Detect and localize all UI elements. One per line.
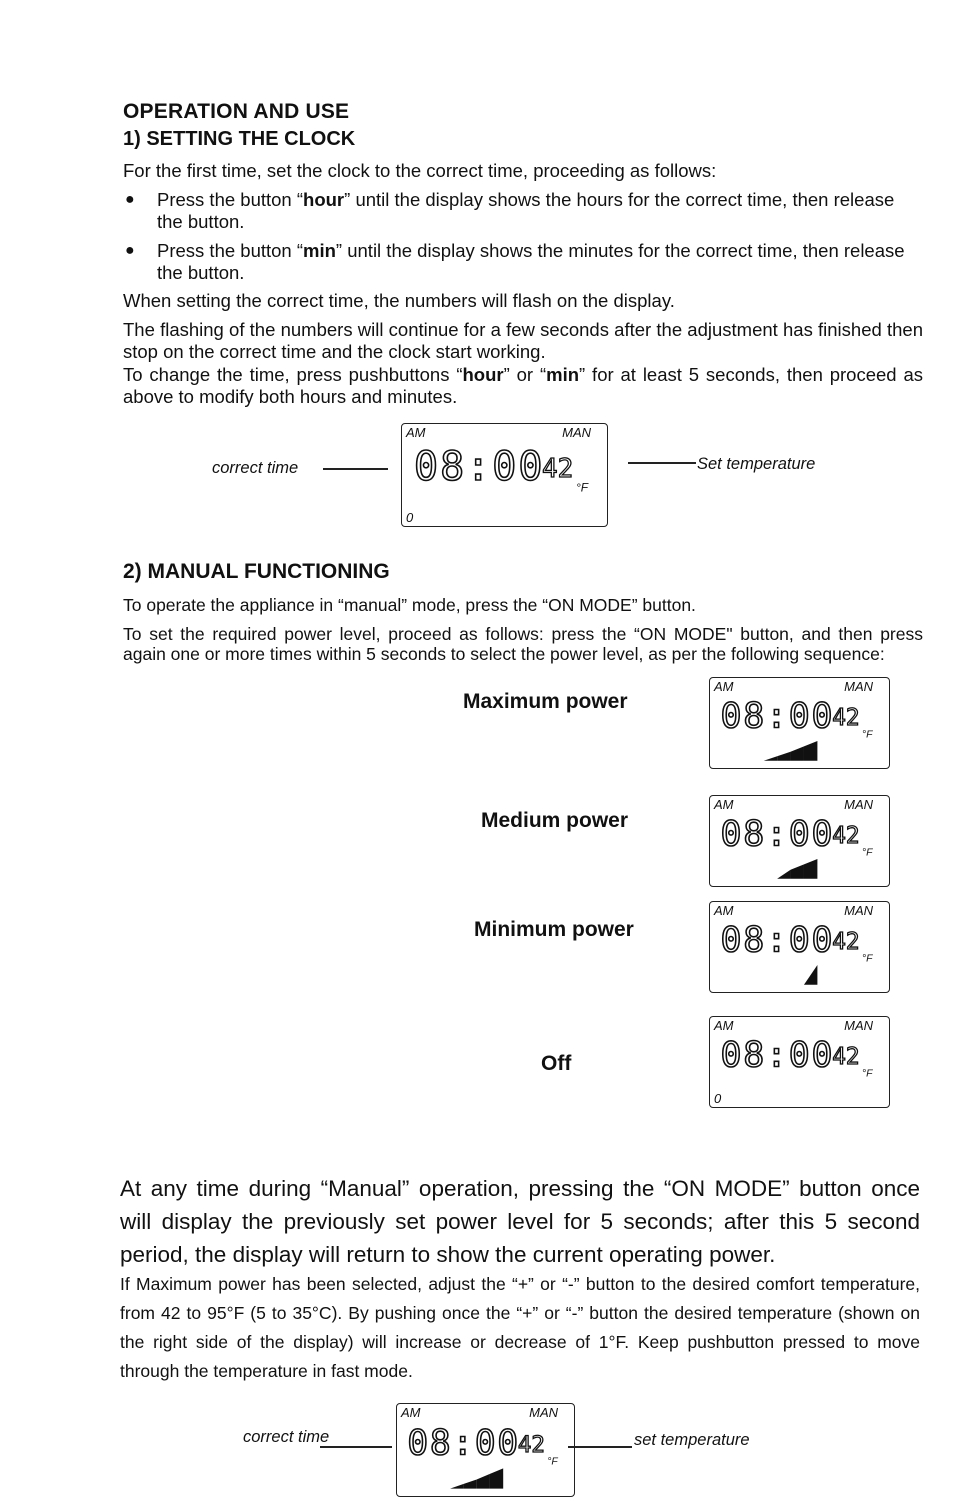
lcd-display-off (709, 1016, 890, 1108)
lcd-unit: °F (861, 847, 873, 859)
lcd-screen (710, 1017, 889, 1107)
am-indicator: AM (401, 1405, 421, 1420)
lcd-time: 08:00 (720, 696, 835, 737)
power-bar-segment (777, 870, 790, 879)
lcd-temperature: 42 (832, 928, 860, 955)
lcd-temperature: 42 (832, 704, 860, 731)
lcd-temperature: 42 (832, 822, 860, 849)
flash-paragraph: When setting the correct time, the numbers will flash on the display. (123, 290, 675, 311)
bullet-min: ● Press the button “min” until the display shows the minutes for the correct time, then release the button. (125, 240, 905, 283)
man-indicator: MAN (844, 797, 873, 812)
lcd-time: 08:00 (720, 920, 835, 961)
set-temperature-label: Set temperature (697, 455, 816, 473)
temperature-adjust-paragraph: If Maximum power has been selected, adjust the “+” or “-” button to the desired comfort temperature, from 42 to 95°F (5 to 35°C). By pushing once the “+” or “-” button the desired temperature (shown on the right side of the display) will increase or decrease of 1°F. Keep pushbutton pressed to move through the temperature in fast mode. (120, 1274, 920, 1381)
leader-line (628, 462, 696, 464)
power-label-minimum: Minimum power (474, 918, 634, 941)
manual-operation-paragraph: At any time during “Manual” operation, pressing the “ON MODE” button once will display the previously set power level for 5 seconds; after this 5 second period, the display will return to show the current operating power. (120, 1176, 920, 1267)
am-indicator: AM (406, 425, 426, 440)
lcd-screen (710, 678, 889, 768)
power-bar-segment (777, 752, 790, 761)
power-label-medium: Medium power (481, 809, 629, 832)
lcd-screen (710, 796, 889, 886)
am-indicator: AM (714, 1018, 734, 1033)
lcd-display-maximum (709, 677, 890, 769)
correct-time-label-2: correct time (243, 1428, 330, 1446)
bullet-icon: ● (125, 191, 135, 208)
set-temperature-label-2: set temperature (634, 1431, 750, 1449)
lcd-screen (397, 1404, 574, 1496)
leader-line (320, 1446, 392, 1448)
section-heading-manual: 2) MANUAL FUNCTIONING (123, 560, 390, 583)
bullet-icon: ● (125, 242, 135, 259)
am-indicator: AM (714, 903, 734, 918)
man-indicator: MAN (529, 1405, 558, 1420)
lcd-display-minimum (709, 901, 890, 993)
section-heading: OPERATION AND USE (123, 100, 350, 123)
subsection-heading: 1) SETTING THE CLOCK (123, 128, 356, 150)
am-indicator: AM (714, 679, 734, 694)
power-bar-segment (804, 859, 817, 879)
power-bar-segment (791, 746, 804, 760)
manual-mode-paragraph: To operate the appliance in “manual” mode, press the “ON MODE” button. (123, 595, 696, 615)
lcd-time: 08:00 (407, 1423, 520, 1464)
leader-line (323, 468, 388, 470)
lcd-display-medium (709, 795, 890, 887)
flash-continue-paragraph: The flashing of the numbers will continue for a few seconds after the adjustment has finished then stop on the correct time and the clock start working. (123, 319, 923, 362)
man-indicator: MAN (562, 425, 591, 440)
lcd-time: 08:00 (414, 444, 545, 491)
off-indicator: 0 (714, 1091, 722, 1106)
power-bar-segment (791, 864, 804, 878)
power-bar-segment (463, 1479, 476, 1488)
lcd-screen (402, 424, 607, 526)
lcd-display (401, 423, 608, 527)
power-bar-segment (804, 965, 817, 985)
lcd-temperature: 42 (517, 1431, 545, 1458)
lcd-display-example (396, 1403, 575, 1497)
bullet-hour: ● Press the button “hour” until the display shows the hours for the correct time, then release the button. (125, 189, 895, 232)
power-level-paragraph: To set the required power level, proceed as follows: press the “ON MODE" button, and then press again one or more times within 5 seconds to select the power level, as per the following sequence: (123, 624, 923, 664)
lcd-temperature: 42 (832, 1043, 860, 1070)
off-indicator: 0 (406, 510, 414, 525)
power-bar-segment (764, 756, 777, 761)
power-bar-segment (804, 741, 817, 761)
lcd-time: 08:00 (720, 1035, 835, 1076)
lcd-unit: °F (861, 1068, 873, 1080)
intro-paragraph: For the first time, set the clock to the correct time, proceeding as follows: (123, 160, 717, 181)
lcd-temperature: 42 (542, 454, 574, 485)
lcd-unit: °F (861, 953, 873, 965)
correct-time-label: correct time (212, 459, 299, 477)
lcd-unit: °F (861, 729, 873, 741)
lcd-unit: °F (576, 480, 589, 495)
power-bar-segment (450, 1484, 463, 1489)
man-indicator: MAN (844, 903, 873, 918)
power-bar-segment (490, 1468, 503, 1488)
man-indicator: MAN (844, 679, 873, 694)
lcd-screen (710, 902, 889, 992)
change-time-paragraph: To change the time, press pushbuttons “hour” or “min” for at least 5 seconds, then proceed as above to modify both hours and minutes. (123, 364, 923, 407)
lcd-unit: °F (547, 1456, 558, 1468)
power-label-maximum: Maximum power (463, 690, 628, 713)
man-indicator: MAN (844, 1018, 873, 1033)
power-label-off: Off (541, 1052, 572, 1075)
am-indicator: AM (714, 797, 734, 812)
lcd-time: 08:00 (720, 814, 835, 855)
leader-line (568, 1446, 632, 1448)
power-bar-segment (477, 1474, 490, 1489)
